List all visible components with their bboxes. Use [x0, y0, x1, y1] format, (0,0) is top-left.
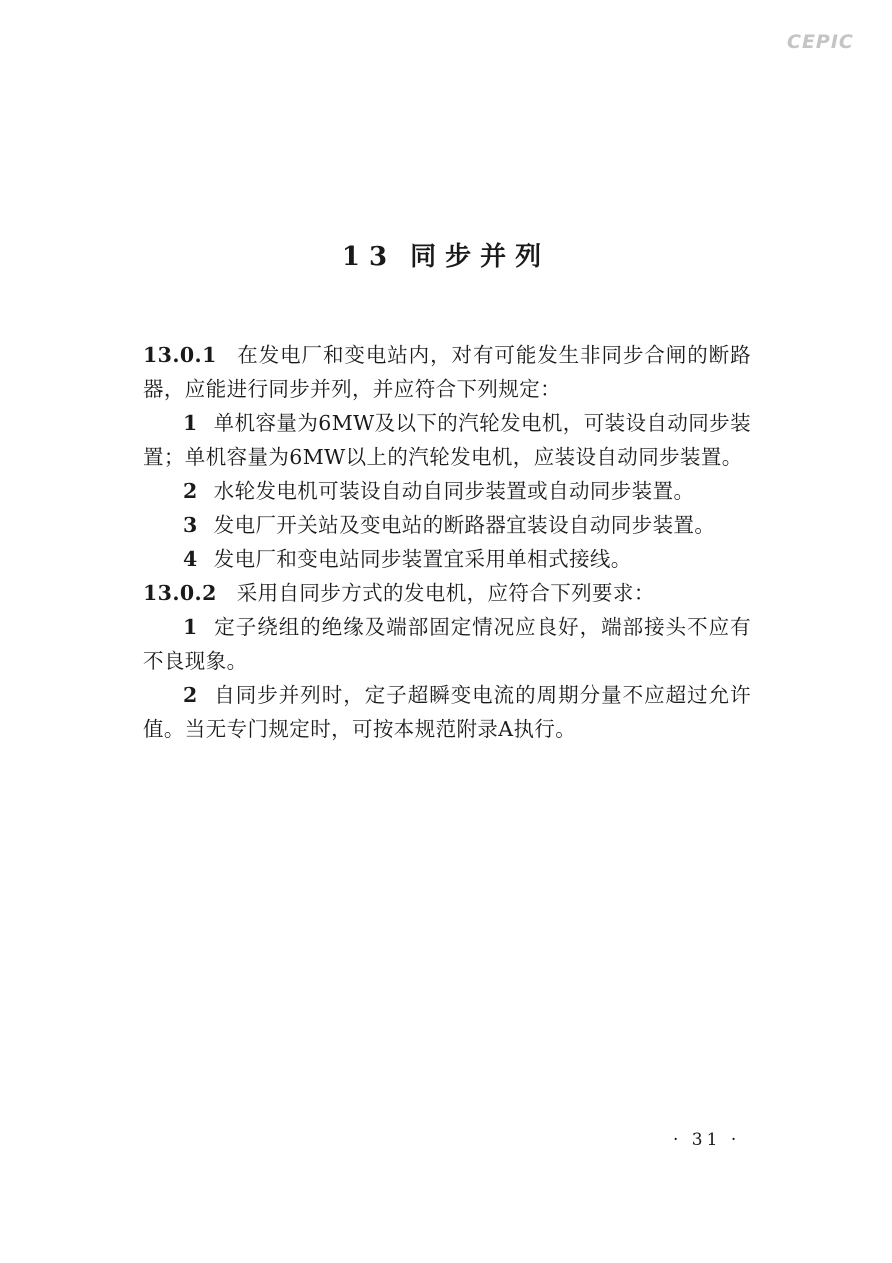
item-number: 1: [183, 615, 198, 639]
clause-text: 采用自同步方式的发电机，应符合下列要求：: [236, 581, 655, 605]
item-text: 发电厂开关站及变电站的断路器宜装设自动同步装置。: [213, 513, 716, 537]
chapter-number: 13: [341, 242, 397, 272]
list-item: [143, 406, 751, 474]
item-number: 1: [183, 411, 198, 435]
clause-number: 13.0.1: [143, 343, 217, 367]
item-number: 3: [183, 513, 198, 537]
item-number: 2: [183, 479, 198, 503]
clause-13-0-2: [143, 576, 751, 610]
list-item: [143, 508, 751, 542]
item-text: 定子绕组的绝缘及端部固定情况应良好，端部接头不应有不良现象。: [143, 615, 751, 673]
item-text: 自同步并列时，定子超瞬变电流的周期分量不应超过允许值。当无专门规定时，可按本规范附录A执行。: [143, 683, 751, 741]
chapter-body: [143, 338, 751, 746]
chapter-title-text: 同步并列: [410, 242, 551, 272]
item-number: 2: [183, 683, 198, 707]
page-number: · 31 ·: [673, 1130, 741, 1150]
item-text: 水轮发电机可装设自动自同步装置或自动同步装置。: [213, 479, 695, 503]
item-number: 4: [183, 547, 198, 571]
cepic-watermark: CEPIC: [787, 31, 854, 53]
list-item: [143, 542, 751, 576]
clause-13-0-1: [143, 338, 751, 406]
item-text: 发电厂和变电站同步装置宜采用单相式接线。: [213, 547, 632, 571]
item-text: 单机容量为6MW及以下的汽轮发电机，可装设自动同步装置；单机容量为6MW以上的汽轮发电机，应装设自动同步装置。: [143, 411, 751, 469]
clause-number: 13.0.2: [143, 581, 217, 605]
clause-text: 在发电厂和变电站内，对有可能发生非同步合闸的断路器，应能进行同步并列，并应符合下列规定：: [143, 343, 751, 401]
list-item: [143, 474, 751, 508]
list-item: [143, 610, 751, 678]
list-item: [143, 678, 751, 746]
chapter-title: [0, 236, 892, 273]
